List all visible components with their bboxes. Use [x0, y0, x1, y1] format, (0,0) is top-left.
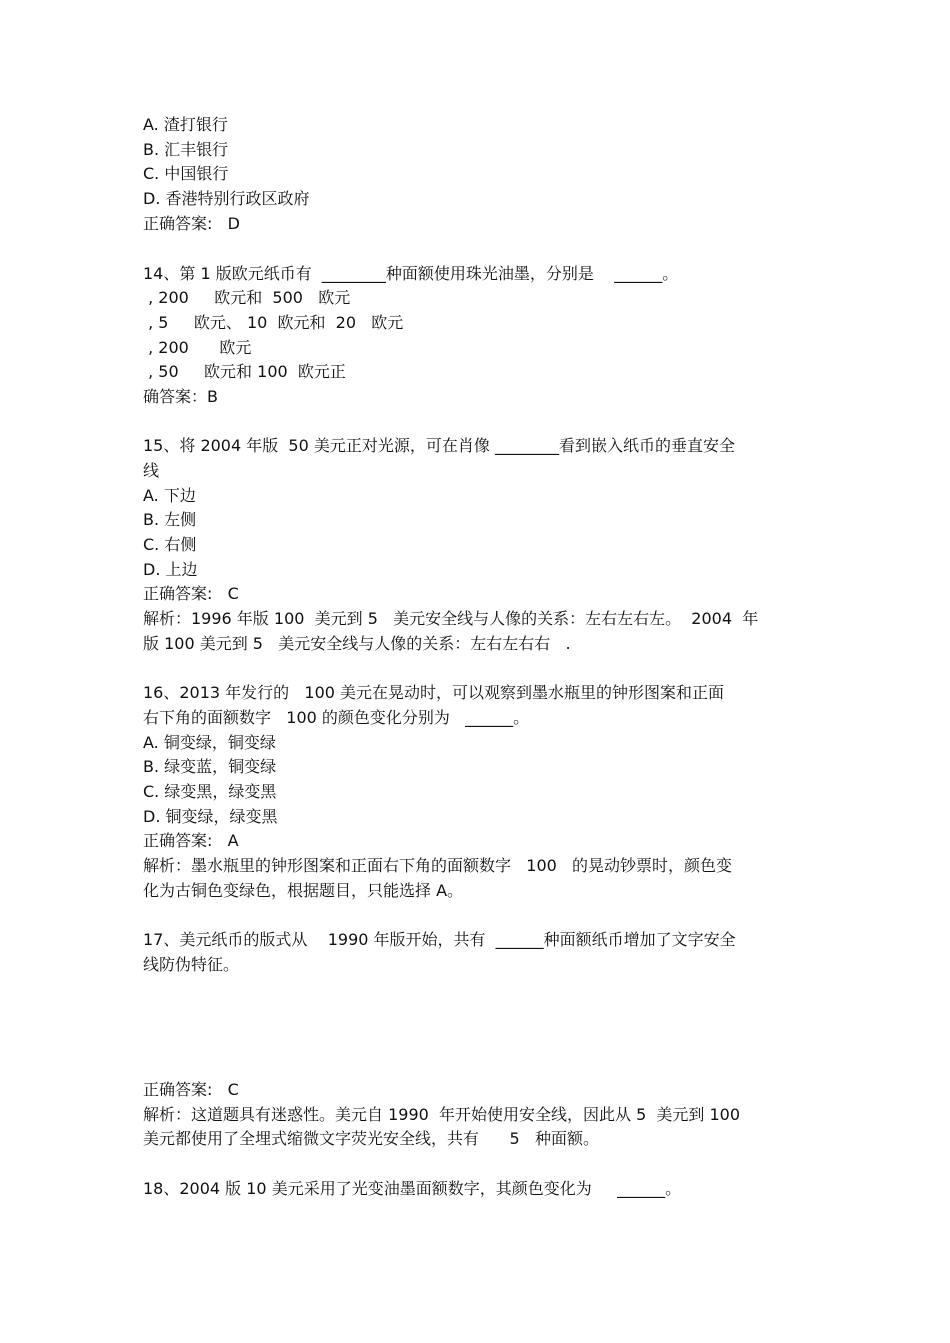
q17-analysis-line2: 美元都使用了全埋式缩微文字荧光安全线，共有 5 种面额。: [143, 1129, 599, 1148]
q15-option-b: B. 左侧: [143, 510, 197, 529]
q13-option-c: C. 中国银行: [143, 164, 229, 183]
q15-answer: 正确答案: C: [143, 584, 239, 603]
q14-option-a: , 200 欧元和 500 欧元: [143, 288, 351, 307]
q14-question: 14、第 1 版欧元纸币有 ________种面额使用珠光油墨，分别是 ______。: [143, 264, 679, 283]
q15-option-a: A. 下边: [143, 486, 196, 505]
q13-option-a: A. 渣打银行: [143, 115, 228, 134]
q16-option-b: B. 绿变蓝，铜变绿: [143, 757, 277, 776]
q14-option-c: , 200 欧元: [143, 338, 252, 357]
q14-option-b: , 5 欧元、 10 欧元和 20 欧元: [143, 313, 404, 332]
q17-answer: 正确答案: C: [143, 1080, 239, 1099]
q16-option-a: A. 铜变绿，铜变绿: [143, 733, 276, 752]
q15-option-c: C. 右侧: [143, 535, 197, 554]
q16-analysis-line2: 化为古铜色变绿色，根据题目，只能选择 A。: [143, 881, 464, 900]
q16-analysis-line1: 解析：墨水瓶里的钟形图案和正面右下角的面额数字 100 的晃动钞票时，颜色变: [143, 856, 733, 875]
q15-question-line1: 15、将 2004 年版 50 美元正对光源，可在肖像 ________看到嵌入纸币的垂直安全: [143, 436, 735, 455]
q16-option-d: D. 铜变绿，绿变黑: [143, 807, 278, 826]
q16-question-line2: 右下角的面额数字 100 的颜色变化分别为 ______。: [143, 708, 530, 727]
q15-analysis-line1: 解析：1996 年版 100 美元到 5 美元安全线与人像的关系：左右左右左。 2004 年: [143, 609, 759, 628]
q14-option-d: , 50 欧元和 100 欧元正: [143, 362, 346, 381]
q17-question-line1: 17、美元纸币的版式从 1990 年版开始，共有 ______种面额纸币增加了文字安全: [143, 930, 736, 949]
q13-answer: 正确答案: D: [143, 214, 240, 233]
q15-option-d: D. 上边: [143, 560, 198, 579]
q13-option-b: B. 汇丰银行: [143, 140, 229, 159]
q16-question-line1: 16、2013 年发行的 100 美元在晃动时，可以观察到墨水瓶里的钟形图案和正面: [143, 683, 725, 702]
q15-analysis-line2: 版 100 美元到 5 美元安全线与人像的关系：左右左右右 .: [143, 634, 571, 653]
q13-option-d: D. 香港特别行政区政府: [143, 189, 310, 208]
q14-answer: 确答案：B: [143, 387, 218, 406]
q16-answer: 正确答案: A: [143, 831, 239, 850]
q15-question-line2: 线: [143, 461, 160, 480]
q17-analysis-line1: 解析：这道题具有迷惑性。美元自 1990 年开始使用安全线，因此从 5 美元到 100: [143, 1105, 741, 1124]
q17-question-line2: 线防伪特征。: [143, 955, 240, 974]
q16-option-c: C. 绿变黑，绿变黑: [143, 782, 277, 801]
q18-question: 18、2004 版 10 美元采用了光变油墨面额数字，其颜色变化为 ______。: [143, 1179, 682, 1198]
